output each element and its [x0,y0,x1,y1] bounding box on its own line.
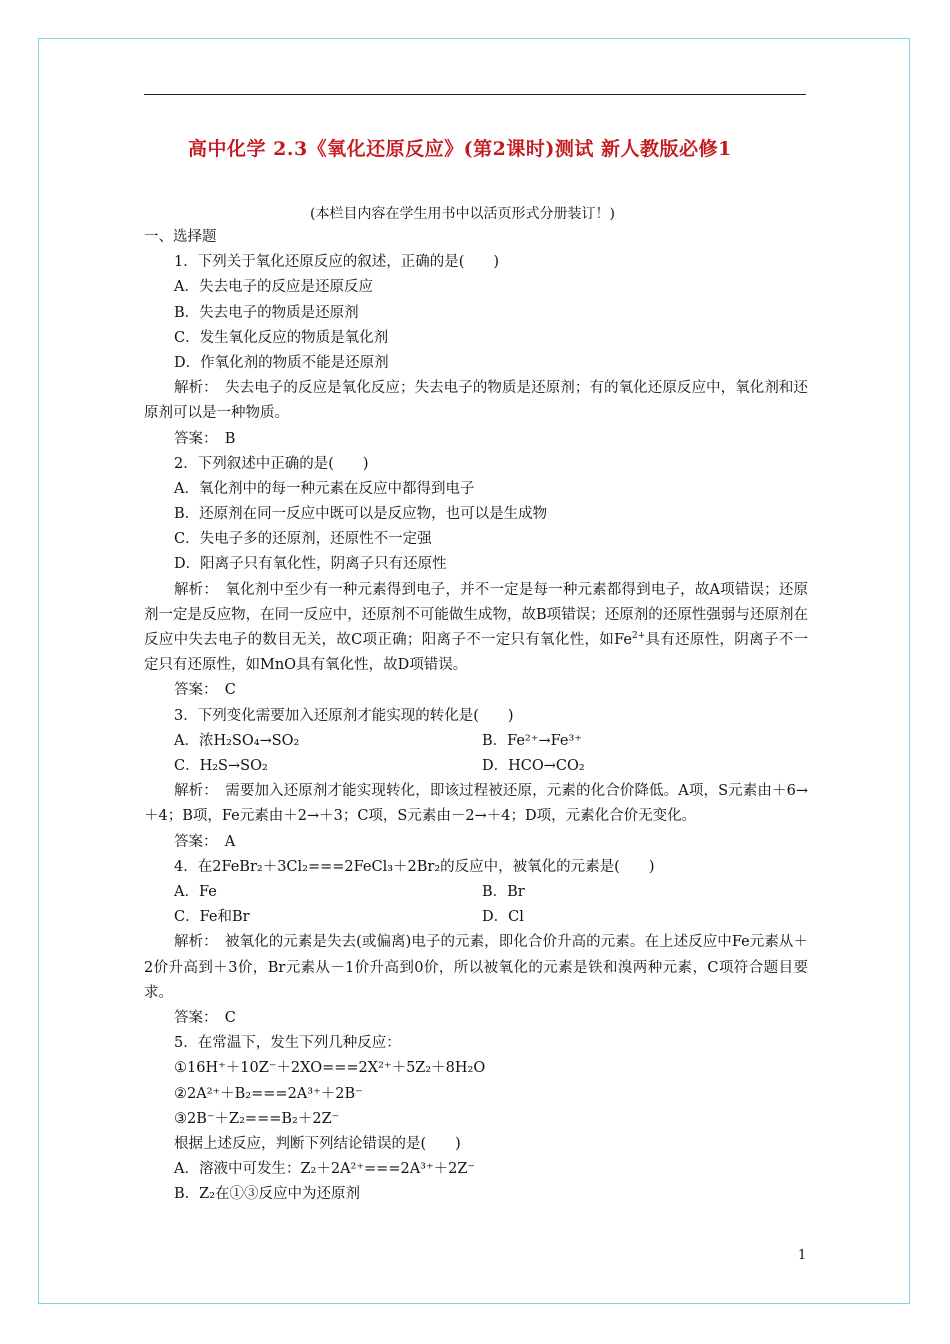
question-2-option-c: C．失电子多的还原剂，还原性不一定强 [174,531,432,548]
question-1-analysis: 解析： 失去电子的反应是氧化反应；失去电子的物质是还原剂；有的氧化还原反应中，氧化剂和还原剂可以是一种物质。 [144,380,808,422]
analysis-text-part-2: 具有还原性，阴离子不一定只有还原性，如MnO具有氧化性，故D项错误。 [144,632,808,674]
binding-note: (本栏目内容在学生用书中以活页形式分册装订！) [310,206,615,222]
section-heading: 一、选择题 [144,229,217,245]
question-3-options-row-2 [144,754,808,779]
question-3-answer: 答案： A [174,833,236,850]
question-5-option-a: A．溶液中可发生：Z₂＋2A²⁺===2A³⁺＋2Z⁻ [174,1161,476,1178]
question-3-stem: 3．下列变化需要加入还原剂才能实现的转化是( ) [174,707,514,724]
question-2-option-a: A．氧化剂中的每一种元素在反应中都得到电子 [174,480,475,497]
question-4-answer: 答案： C [174,1009,236,1026]
question-1-answer: 答案： B [174,430,236,447]
question-3-option-c: C．H₂S→SO₂ [174,758,268,775]
question-3-option-d: D．HCO→CO₂ [482,758,585,775]
question-4-option-b: B．Br [482,884,525,900]
question-5-reaction-3: ③2B⁻＋Z₂===B₂＋2Z⁻ [174,1110,340,1127]
question-4-option-a: A．Fe [174,884,217,900]
question-4-options-row-1 [144,880,808,905]
question-1-option-d: D．作氧化剂的物质不能是还原剂 [174,354,389,371]
question-3-options-row-1 [144,729,808,754]
document-title: 高中化学 2.3《氧化还原反应》(第2课时)测试 新人教版必修1 [188,138,732,160]
question-3-option-b: B．Fe²⁺→Fe³⁺ [482,732,582,749]
charge-superscript: 2+ [631,631,646,642]
question-5-option-b: B．Z₂在①③反应中为还原剂 [174,1186,361,1203]
page-number: 1 [798,1248,807,1263]
question-1-option-a: A．失去电子的反应是还原反应 [174,279,373,296]
question-5-stem: 5．在常温下，发生下列几种反应： [174,1035,401,1052]
question-4-option-d: D．Cl [482,909,524,926]
question-4-analysis: 解析： 被氧化的元素是失去(或偏离)电子的元素，即化合价升高的元素。在上述反应中Fe元素从＋2价升高到＋3价，Br元素从－1价升高到0价，所以被氧化的元素是铁和溴两种元素，C项符合题目要求。 [144,934,808,1001]
analysis-text-part-1: 解析： 氧化剂中至少有一种元素得到电子，并不一定是每一种元素都得到电子，故A项错误；还原剂一定是反应物，在同一反应中，还原剂不可能做生成物，故B项错误；还原剂的还原性强弱与还原剂在反应中失去电子的数目无关，故C项正确；阳离子不一定只有氧化性，如Fe [144,581,808,649]
question-2-option-b: B．还原剂在同一反应中既可以是反应物，也可以是生成物 [174,506,548,523]
question-4-options-row-2 [144,905,808,930]
question-5-reaction-2: ②2A²⁺＋B₂===2A³⁺＋2B⁻ [174,1085,363,1102]
question-1-stem: 1．下列关于氧化还原反应的叙述，正确的是( ) [174,254,500,271]
question-2-analysis [144,578,808,679]
question-2-option-d: D．阳离子只有氧化性，阴离子只有还原性 [174,556,447,573]
question-5-reaction-1: ①16H⁺＋10Z⁻＋2XO===2X²⁺＋5Z₂＋8H₂O [174,1060,486,1077]
question-1-option-c: C．发生氧化反应的物质是氧化剂 [174,329,389,346]
document-body [144,225,808,1207]
question-1-option-b: B．失去电子的物质是还原剂 [174,304,359,321]
question-3-analysis: 解析： 需要加入还原剂才能实现转化，即该过程被还原，元素的化合价降低。A项，S元素由＋6→＋4；B项，Fe元素由＋2→＋3；C项，S元素由－2→＋4；D项，元素化合价无变化。 [144,783,808,825]
question-4-option-c: C．Fe和Br [174,909,250,926]
question-4-stem: 4．在2FeBr₂＋3Cl₂===2FeCl₃＋2Br₂的反应中，被氧化的元素是( ) [174,858,655,875]
header-rule [144,94,806,95]
question-5-prompt: 根据上述反应，判断下列结论错误的是( ) [174,1135,461,1152]
question-2-answer: 答案： C [174,682,236,699]
question-3-option-a: A．浓H₂SO₄→SO₂ [174,732,300,749]
question-2-stem: 2．下列叙述中正确的是( ) [174,455,369,472]
